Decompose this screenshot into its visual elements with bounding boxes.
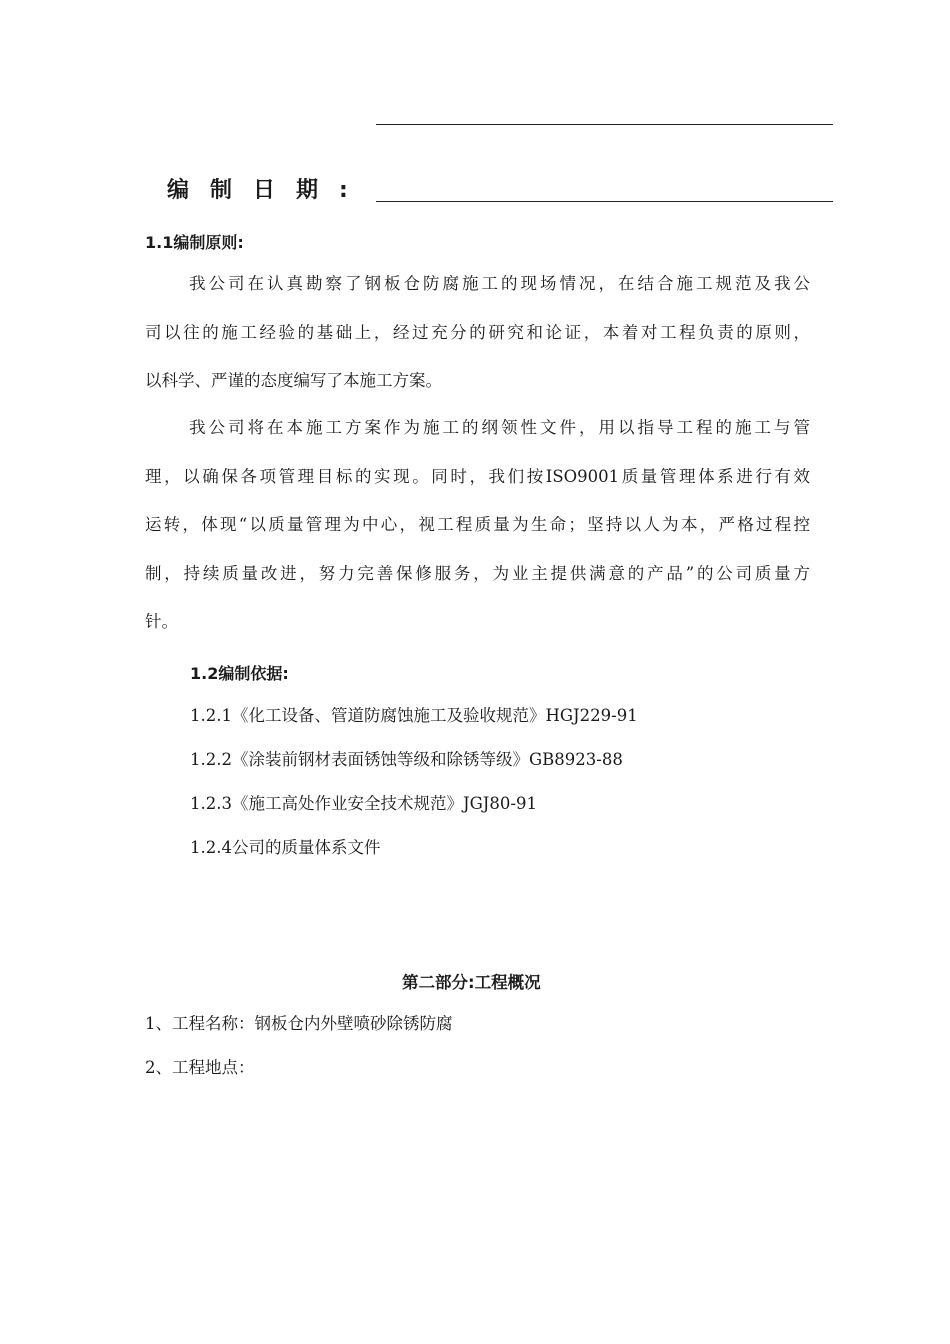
section-1-1-heading: 1.1编制原则: [145,233,244,252]
project-name-item: 1、工程名称：钢板仓内外壁喷砂除锈防腐 [145,1014,453,1033]
date-fill-line[interactable] [376,201,833,202]
text-line: 运转，体现“以质量管理为中心，视工程质量为生命；坚持以人为本，严格过程控 [145,515,810,534]
basis-item: 1.2.2《涂装前钢材表面锈蚀等级和除锈等级》GB8923-88 [190,750,623,769]
part-2-title: 第二部分:工程概况 [402,973,541,992]
paragraph-principle-1 [145,260,810,406]
basis-item: 1.2.1《化工设备、管道防腐蚀施工及验收规范》HGJ229-91 [190,706,638,725]
text-line: 以科学、严谨的态度编写了本施工方案。 [145,371,442,390]
basis-item: 1.2.4公司的质量体系文件 [190,838,381,857]
text-line: 我公司将在本施工方案作为施工的纲领性文件，用以指导工程的施工与管 [189,418,810,437]
blank-line-top [376,124,833,125]
text-line: 理，以确保各项管理目标的实现。同时，我们按ISO9001质量管理体系进行有效 [145,466,810,486]
section-1-2-heading: 1.2编制依据: [190,664,289,683]
paragraph-principle-2 [145,404,810,647]
basis-item: 1.2.3《施工高处作业安全技术规范》JGJ80-91 [190,794,537,813]
text-line: 司以往的施工经验的基础上，经过充分的研究和论证，本着对工程负责的原则， [145,322,810,342]
date-label: 编制日期: [167,178,369,203]
text-line: 针。 [145,612,178,631]
project-location-item: 2、工程地点： [145,1058,255,1077]
text-line: 制，持续质量改进，努力完善保修服务，为业主提供满意的产品”的公司质量方 [145,563,810,583]
text-line: 我公司在认真勘察了钢板仓防腐施工的现场情况，在结合施工规范及我公 [189,274,810,293]
